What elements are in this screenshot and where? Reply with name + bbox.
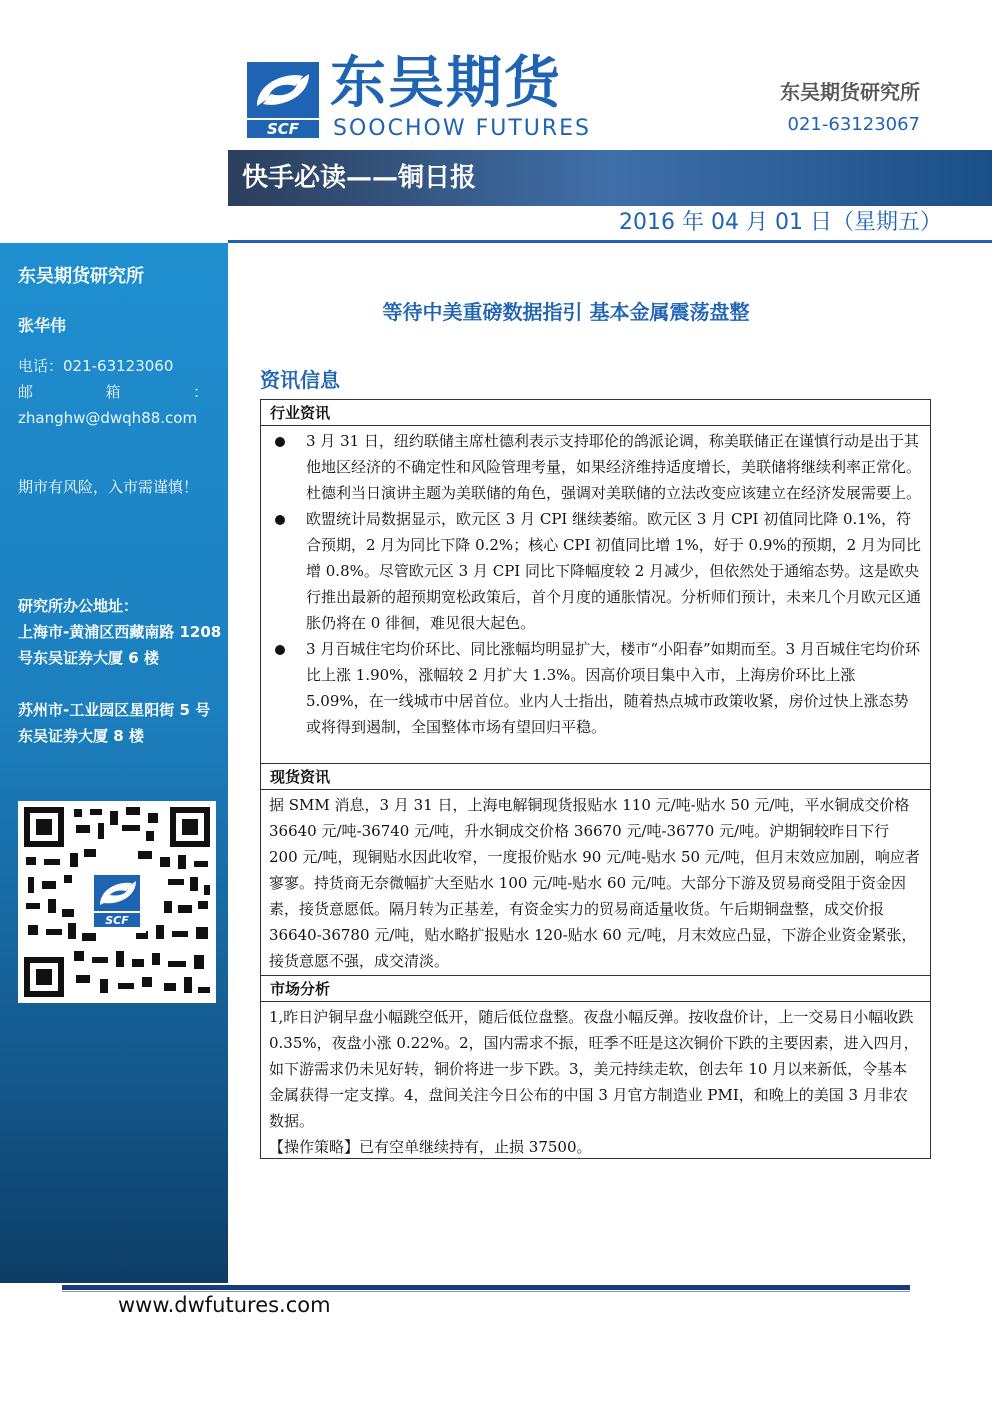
scf-logo-icon bbox=[247, 62, 319, 138]
trading-strategy: 【操作策略】已有空单继续持有，止损 37500。 bbox=[269, 1138, 592, 1156]
list-item: 欧盟统计局数据显示，欧元区 3 月 CPI 继续萎缩。欧元区 3 月 CPI 初值同比降 0.1%，符合预期，2 月为同比下降 0.2%；核心 CPI 初值同比增 1%，好于 0.9%的预期，2 月为同比增 0.8%。尽管欧元区 3 月 CPI 同比下降幅度较 2 月减少，但依然处于通缩态势。这是欧央行推出最新的超预期宽松政策后，首个月度的通胀情况。分析师们预计，未来几个月欧元区通胀仍将在 0 徘徊，难见很大起色。 bbox=[269, 506, 922, 636]
footer-url[interactable]: www.dwfutures.com bbox=[118, 1293, 331, 1317]
address-shanghai: 上海市-黄浦区西藏南路 1208 号东吴证券大厦 6 楼 bbox=[18, 623, 222, 667]
spot-news-box bbox=[260, 764, 931, 976]
risk-warning: 期市有风险，入市需谨慎！ bbox=[18, 478, 199, 496]
market-analysis-content bbox=[261, 1002, 930, 1162]
report-date: 2016 年 04 月 01 日（星期五） bbox=[619, 210, 942, 235]
page-header bbox=[0, 0, 992, 150]
qr-code-icon bbox=[18, 801, 216, 1003]
market-analysis-heading: 市场分析 bbox=[261, 976, 930, 1002]
brand-name-cn: 东吴期货 bbox=[330, 51, 562, 116]
industry-news-heading: 行业资讯 bbox=[261, 400, 930, 426]
market-analysis-text: 1,昨日沪铜早盘小幅跳空低开，随后低位盘整。夜盘小幅反弹。按收盘价计，上一交易日小幅收跌 0.35%，夜盘小涨 0.22%。2，国内需求不振，旺季不旺是这次铜价下跌的主要因素，进入四月，如下游需求仍未见好转，铜价将进一步下跌。3，美元持续走软，创去年 10 月以来新低，令基本金属获得一定支撑。4，盘间关注今日公布的中国 3 月官方制造业 PMI，和晚上的美国 3 月非农数据。 bbox=[269, 1008, 919, 1130]
brand-name-en: SOOCHOW FUTURES bbox=[333, 116, 592, 141]
contact-info bbox=[18, 353, 214, 431]
report-title-band bbox=[228, 150, 992, 206]
list-item: 3 月百城住宅均价环比、同比涨幅均明显扩大，楼市“小阳春”如期而至。3 月百城住宅均价环比上涨 1.90%，涨幅较 2 月扩大 1.3%。因高价项目集中入市，上海房价环比上涨 5.09%，在一线城市中居首位。业内人士指出，随着热点城市政策收紧，房价过快上涨态势或将得到遏制，全国整体市场有望回归平稳。 bbox=[269, 636, 922, 740]
report-headline: 等待中美重磅数据指引 基本金属震荡盘整 bbox=[382, 300, 750, 324]
address-title: 研究所办公地址： bbox=[18, 597, 139, 615]
divider bbox=[228, 240, 992, 243]
industry-news-list bbox=[261, 426, 930, 742]
analyst-name: 张华伟 bbox=[18, 316, 67, 335]
address-suzhou: 苏州市-工业园区星阳街 5 号东吴证券大厦 8 楼 bbox=[18, 701, 211, 745]
section-title: 资讯信息 bbox=[260, 368, 340, 392]
footer-divider bbox=[62, 1285, 910, 1290]
spot-news-heading: 现货资讯 bbox=[261, 764, 930, 790]
mail-label-part: 箱 bbox=[105, 383, 121, 401]
list-item: 3 月 31 日，纽约联储主席杜德利表示支持耶伦的鸽派论调，称美联储正在谨慎行动是出于其他地区经济的不确定性和风险管理考量，如果经济维持适度增长，美联储将继续利率正常化。杜德利当日演讲主题为美联储的角色，强调对美联储的立法改变应该建立在经济发展需要上。 bbox=[269, 428, 922, 506]
mail-label bbox=[18, 379, 208, 405]
spot-news-text: 据 SMM 消息，3 月 31 日，上海电解铜现货报贴水 110 元/吨-贴水 50 元/吨，平水铜成交价格 36640 元/吨-36740 元/吨，升水铜成交价格 36670 元/吨-36770 元/吨。沪期铜较昨日下行 200 元/吨，现铜贴水因此收窄，一度报价贴水 90 元/吨-贴水 50 元/吨，但月末效应加剧，响应者寥寥。持货商无奈微幅扩大至贴水 100 元/吨-贴水 60 元/吨。大部分下游及贸易商受阻于资金因素，接货意愿低。隔月转为正基差，有资金实力的贸易商适量收货。午后期铜盘整，成交价报 36640-36780 元/吨，贴水略扩报贴水 120-贴水 60 元/吨，月末效应凸显，下游企业资金紧张，接货意愿不强，成交清淡。 bbox=[269, 796, 920, 970]
analyst-tel: 电话：021-63123060 bbox=[18, 357, 174, 375]
industry-news-box bbox=[260, 399, 931, 764]
header-phone: 021-63123067 bbox=[787, 114, 920, 135]
analyst-email[interactable]: zhanghw@dwqh88.com bbox=[18, 409, 198, 427]
market-analysis-box bbox=[260, 976, 931, 1159]
logo-mark-text: SCF bbox=[266, 120, 300, 138]
sidebar-institute: 东吴期货研究所 bbox=[18, 266, 144, 287]
report-title: 快手必读——铜日报 bbox=[242, 163, 477, 193]
header-institute: 东吴期货研究所 bbox=[780, 80, 920, 104]
mail-label-part: 邮 bbox=[18, 383, 34, 401]
sidebar bbox=[0, 243, 228, 1283]
mail-label-part: ： bbox=[192, 383, 208, 401]
qr-logo-text: SCF bbox=[105, 914, 129, 927]
